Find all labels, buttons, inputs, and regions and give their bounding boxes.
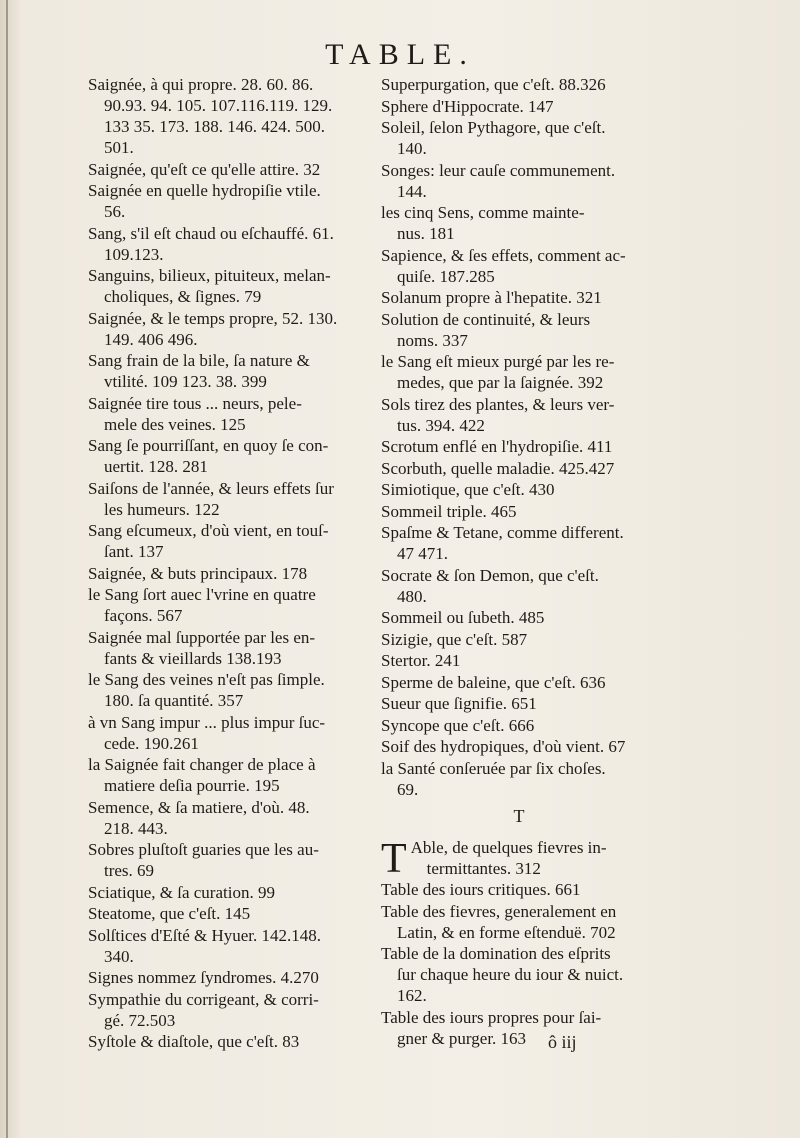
index-entry <box>381 287 657 308</box>
entry-text: Syſtole & diaſtole, que c'eſt. 83 <box>88 1032 300 1051</box>
index-entry <box>381 309 657 351</box>
index-entry <box>381 117 657 159</box>
index-entry <box>381 736 657 757</box>
index-entry <box>381 879 657 900</box>
index-entry <box>381 672 657 693</box>
entry-text: Simiotique, que c'eſt. 430 <box>381 480 555 499</box>
index-entry <box>88 393 370 435</box>
entry-text: Scrotum enflé en l'hydropiſie. 411 <box>381 437 613 456</box>
index-entry <box>381 394 657 436</box>
index-entry <box>88 967 370 988</box>
entry-text: Sols tirez des plantes, & leurs ver- <box>381 394 615 414</box>
entry-continuation: 109.123. <box>104 244 164 264</box>
entry-text: Sueur que ſignifie. 651 <box>381 694 537 713</box>
entry-text: Sobres pluſtoſt guaries que les au- <box>88 840 319 859</box>
entry-text: Solanum propre à l'hepatite. 321 <box>381 288 602 307</box>
entry-text: Saignée en quelle hydropiſie vtile. <box>88 181 321 200</box>
entry-text: Sciatique, & ſa curation. 99 <box>88 882 275 902</box>
entry-text: Able, de quelques fievres in- <box>410 837 607 857</box>
entry-text: Superpurgation, que c'eſt. 88.326 <box>381 75 606 94</box>
entry-text: Saiſons de l'année, & leurs effets ſur <box>88 478 334 498</box>
entry-text: Scorbuth, quelle maladie. 425.427 <box>381 458 615 478</box>
index-entry <box>88 308 370 350</box>
index-entry <box>88 159 370 180</box>
right-column <box>381 74 657 1049</box>
entry-continuation: gé. 72.503 <box>104 1010 176 1030</box>
index-entry <box>381 835 657 882</box>
entry-continuation: quiſe. 187.285 <box>397 266 495 286</box>
entry-text: Soif des hydropiques, d'où vient. 67 <box>381 737 626 756</box>
letter-heading: T <box>513 805 525 826</box>
index-entry <box>381 160 657 202</box>
entry-continuation: ſant. 137 <box>104 542 164 561</box>
entry-continuation: nus. 181 <box>397 224 455 243</box>
index-entry <box>88 265 370 307</box>
signature-mark: ô iij <box>548 1032 577 1052</box>
entry-continuation: medes, que par la ſaignée. 392 <box>397 373 604 392</box>
index-entry <box>381 522 657 564</box>
index-entry <box>381 96 657 117</box>
entry-continuation: façons. 567 <box>104 606 183 625</box>
index-entry <box>88 627 370 669</box>
index-entry <box>88 839 370 881</box>
entry-text: Saignée, & le temps propre, 52. 130. <box>88 308 338 328</box>
entry-text: la Saignée fait changer de place à <box>88 755 316 774</box>
entry-continuation: 144. <box>397 181 427 201</box>
index-entry <box>381 74 657 95</box>
entry-continuation: noms. 337 <box>397 330 468 350</box>
index-entry <box>88 350 370 392</box>
entry-text: Sanguins, bilieux, pituiteux, melan- <box>88 266 331 285</box>
entry-text: Steatome, que c'eſt. 145 <box>88 904 251 923</box>
index-entry <box>88 712 370 754</box>
entry-text: Signes nommez ſyndromes. 4.270 <box>88 968 319 987</box>
index-entry <box>88 180 370 222</box>
index-entry <box>381 458 657 479</box>
entry-text: Sang eſcumeux, d'où vient, en touſ- <box>88 521 329 540</box>
entry-text: à vn Sang impur ... plus impur ſuc- <box>88 712 326 732</box>
entry-text: Sapience, & ſes effets, comment ac- <box>381 245 626 265</box>
left-column <box>88 74 370 1053</box>
entry-text: Saignée, à qui propre. 28. 60. 86. <box>88 75 314 94</box>
entry-continuation: vtilité. 109 123. 38. 399 <box>104 372 267 391</box>
entry-text: Saignée mal ſupportée par les en- <box>88 627 316 647</box>
entry-continuation: mele des veines. 125 <box>104 414 246 434</box>
entry-continuation: ſur chaque heure du iour & nuict. <box>397 965 624 984</box>
index-entry <box>88 797 370 839</box>
index-entry <box>88 882 370 903</box>
index-entry <box>88 584 370 626</box>
entry-text: Sommeil ou ſubeth. 485 <box>381 608 545 627</box>
index-entry <box>381 758 657 800</box>
entry-text: Sperme de baleine, que c'eſt. 636 <box>381 672 606 692</box>
index-entry <box>381 650 657 671</box>
index-entry <box>88 903 370 924</box>
entry-text: le Sang eſt mieux purgé par les re- <box>381 352 615 371</box>
index-entry <box>88 74 370 158</box>
index-entry <box>381 245 657 287</box>
index-entry <box>381 1007 657 1049</box>
entry-continuation: les humeurs. 122 <box>104 499 220 519</box>
entry-continuation: fants & vieillards 138.193 <box>104 648 282 668</box>
index-entry <box>381 607 657 628</box>
entry-continuation: tres. 69 <box>104 861 155 880</box>
index-entry <box>88 520 370 562</box>
right-entries <box>381 74 657 800</box>
entry-text: Solſtices d'Eſté & Hyuer. 142.148. <box>88 925 322 945</box>
index-entry <box>381 479 657 500</box>
entry-text: Stertor. 241 <box>381 651 461 670</box>
index-entry <box>88 223 370 265</box>
entry-continuation: 69. <box>397 779 419 799</box>
index-entry <box>88 478 370 520</box>
entry-continuation: Latin, & en forme eſtenduë. 702 <box>397 922 616 942</box>
entry-continuation: 149. 406 496. <box>104 329 198 349</box>
drop-cap: T <box>381 835 407 882</box>
index-entry <box>381 943 657 1006</box>
entry-text: Sang, s'il eſt chaud ou eſchauffé. 61. <box>88 223 334 243</box>
entry-text: Sizigie, que c'eſt. 587 <box>381 629 528 649</box>
entry-text: le Sang des veines n'eſt pas ſimple. <box>88 670 325 689</box>
entry-continuation: 480. <box>397 586 427 606</box>
entry-continuation: 140. <box>397 139 427 158</box>
entry-continuation: gner & purger. 163 <box>397 1028 527 1048</box>
t-section <box>381 837 657 1049</box>
entry-text: la Santé conſeruée par ſix choſes. <box>381 758 606 778</box>
entry-text: Saignée tire tous ... neurs, pele- <box>88 393 302 413</box>
entry-continuation: tus. 394. 422 <box>397 415 485 435</box>
entry-text: les cinq Sens, comme mainte- <box>381 203 585 222</box>
entry-text: Table des fievres, generalement en <box>381 901 617 921</box>
entry-text: Saignée, & buts principaux. 178 <box>88 563 308 583</box>
entry-text: Table de la domination des eſprits <box>381 944 611 963</box>
index-entry <box>381 693 657 714</box>
index-entry <box>88 669 370 711</box>
entry-continuation: 90.93. 94. 105. 107.116.119. 129. <box>104 96 333 115</box>
entry-text: Solution de continuité, & leurs <box>381 309 591 329</box>
entry-text: le Sang ſort auec l'vrine en quatre <box>88 585 316 604</box>
index-entry <box>381 501 657 522</box>
entry-continuation: 180. ſa quantité. 357 <box>104 691 244 710</box>
entry-continuation: matiere deſia pourrie. 195 <box>104 776 280 795</box>
index-entry <box>381 351 657 393</box>
entry-continuation: 56. <box>104 202 126 221</box>
entry-text: Sympathie du corrigeant, & corri- <box>88 989 319 1009</box>
entry-text: Soleil, ſelon Pythagore, que c'eſt. <box>381 118 606 137</box>
entry-text: Spaſme & Tetane, comme different. <box>381 523 624 542</box>
index-entry <box>381 202 657 244</box>
entry-continuation: 162. <box>397 986 427 1005</box>
entry-text: Songes: leur cauſe communement. <box>381 160 616 180</box>
entry-continuation: 501. <box>104 138 134 157</box>
index-entry <box>88 1031 370 1052</box>
entry-text: Socrate & ſon Demon, que c'eſt. <box>381 565 599 585</box>
index-entry <box>381 436 657 457</box>
entry-continuation: 218. 443. <box>104 818 168 838</box>
index-entry <box>381 901 657 943</box>
entry-continuation: 133 35. 173. 188. 146. 424. 500. <box>104 117 325 136</box>
index-entry <box>381 715 657 736</box>
entry-text: Saignée, qu'eſt ce qu'elle attire. 32 <box>88 159 321 179</box>
entry-text: Sommeil triple. 465 <box>381 501 517 521</box>
entry-text: Semence, & ſa matiere, d'où. 48. <box>88 797 310 817</box>
index-entry <box>88 563 370 584</box>
entry-continuation: choliques, & ſignes. 79 <box>104 287 262 306</box>
index-entry <box>88 925 370 967</box>
entry-continuation: uertit. 128. 281 <box>104 457 208 476</box>
entry-text: Table des iours critiques. 661 <box>381 880 581 899</box>
page-header: TABLE. <box>325 38 475 71</box>
index-entry <box>381 565 657 607</box>
entry-continuation: 340. <box>104 946 134 966</box>
index-entry <box>88 754 370 796</box>
index-entry <box>381 629 657 650</box>
entry-continuation: 47 471. <box>397 544 448 563</box>
entry-text: Table des iours propres pour ſai- <box>381 1007 602 1027</box>
binding-edge <box>6 0 8 1138</box>
entry-text: Sang ſe pourriſſant, en quoy ſe con- <box>88 436 329 455</box>
entry-text: Syncope que c'eſt. 666 <box>381 715 535 735</box>
index-entry <box>88 989 370 1031</box>
entry-text: Sphere d'Hippocrate. 147 <box>381 96 554 116</box>
entry-continuation: termittantes. 312 <box>426 858 541 878</box>
index-entry <box>88 435 370 477</box>
entry-text: Sang frain de la bile, ſa nature & <box>88 351 310 370</box>
entry-continuation: cede. 190.261 <box>104 733 199 753</box>
